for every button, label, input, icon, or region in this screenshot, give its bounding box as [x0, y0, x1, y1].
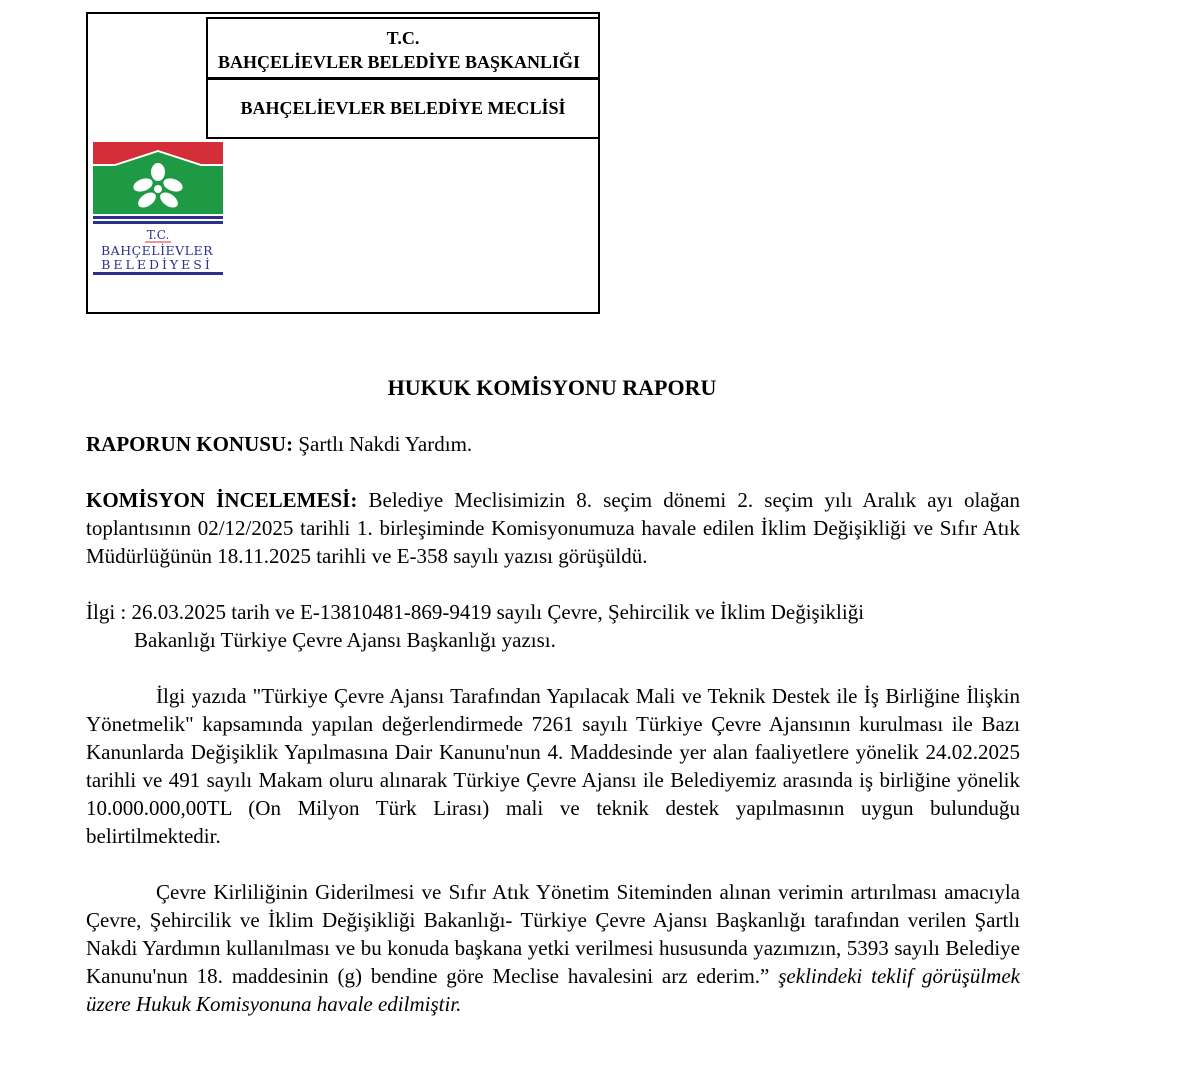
- report-title: HUKUK KOMİSYONU RAPORU: [387, 375, 717, 400]
- paragraph-2-text: Çevre Kirliliğinin Giderilmesi ve Sıfır Atık Yönetim Siteminden alınan verimin artırılması amacıyla Çevre, Şehircilik ve İklim Değişikliği Bakanlığı- Türkiye Çevre Ajansı Başkanlığı tarafından verilen Şartlı Nakdi Yardımın kullanılması ve bu konuda başkana yetki verilmesi hususunda yazımızın, 5393 sayılı Belediye Kanunu'nun 18. maddesinin (g) bendine göre Meclise havalesini arz ederim.”: [86, 880, 1020, 988]
- logo-text-tc: T.C.: [146, 228, 170, 242]
- subject-label: RAPORUN KONUSU:: [86, 432, 294, 456]
- paragraph-2: [86, 878, 1020, 1018]
- subject-value: Şartlı Nakdi Yardım.: [293, 432, 473, 456]
- logo-text-bahcelievler: BAHÇELİEVLER: [100, 243, 214, 258]
- review-label: KOMİSYON İNCELEMESİ:: [86, 488, 358, 512]
- logo-text-belediyesi: BELEDİYESİ: [101, 257, 213, 272]
- reference-block: [86, 598, 1020, 654]
- reference-line-2: Bakanlığı Türkiye Çevre Ajansı Başkanlığı yazısı.: [134, 628, 556, 652]
- commission-review: [86, 486, 1020, 570]
- municipality-logo: [93, 142, 225, 278]
- meclis-heading: BAHÇELİEVLER BELEDİYE MECLİSİ: [240, 98, 566, 118]
- baskanlik-title-box: [206, 17, 600, 80]
- paragraph-1: İlgi yazıda "Türkiye Çevre Ajansı Tarafından Yapılacak Mali ve Teknik Destek ile İş Birliğine İlişkin Yönetmelik" kapsamında yapılan değerlendirmede 7261 sayılı Türkiye Çevre Ajansının kurulması ile Bazı Kanunlarda Değişiklik Yapılmasına Dair Kanunu'nun 4. Maddesinde yer alan faaliyetlere yönelik 24.02.2025 tarihli ve 491 sayılı Makam oluru alınarak Türkiye Çevre Ajansı ile Belediyemiz arasında iş birliğine yönelik 10.000.000,00TL (On Milyon Türk Lirası) mali ve teknik destek yapılmasının uygun bulunduğu belirtilmektedir.: [86, 684, 1020, 848]
- reference-line-1: İlgi : 26.03.2025 tarih ve E-13810481-869-9419 sayılı Çevre, Şehircilik ve İklim Değişikliği: [86, 600, 865, 624]
- tc-heading: T.C.: [386, 28, 420, 48]
- paragraph-2-italic: şeklindeki teklif görüşülmek üzere Hukuk Komisyonuna havale edilmiştir.: [86, 964, 1020, 1016]
- meclis-title-box: [206, 77, 600, 139]
- header-box: [86, 12, 600, 314]
- review-text: Belediye Meclisimizin 8. seçim dönemi 2. seçim yılı Aralık ayı olağan toplantısının 02/12/2025 tarihli 1. birleşiminde Komisyonumuza havale edilen İklim Değişikliği ve Sıfır Atık Müdürlüğünün 18.11.2025 tarihli ve E-358 sayılı yazısı görüşüldü.: [86, 488, 1020, 568]
- report-subject: [86, 430, 1020, 458]
- baskanlik-heading: BAHÇELİEVLER BELEDİYE BAŞKANLIĞI: [217, 52, 581, 72]
